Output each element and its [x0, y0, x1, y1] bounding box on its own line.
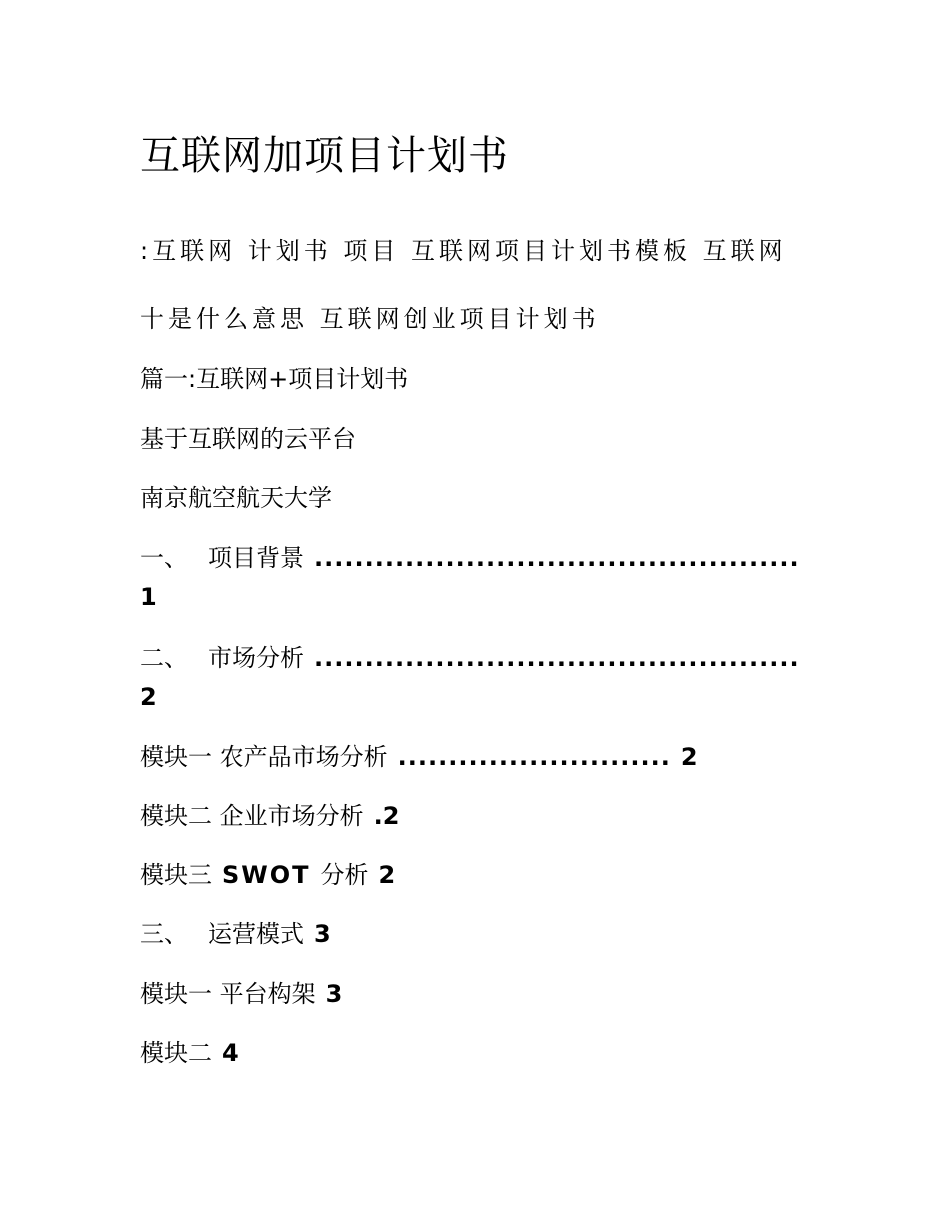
toc-entry-label: 市场分析 — [208, 644, 304, 672]
toc-entry-number: 三、 — [140, 920, 188, 948]
toc-entry-label: 模块二 — [140, 1039, 212, 1067]
toc-entry-page: 2 — [140, 683, 157, 711]
toc-entry-page: 3 — [325, 980, 343, 1008]
toc-leader-dots: ................................................ — [314, 644, 800, 672]
toc-entry-label: 模块二 企业市场分析 — [140, 802, 364, 830]
toc-entry — [140, 919, 331, 949]
toc-entry-label: 模块一 农产品市场分析 — [140, 743, 388, 771]
toc-leader-dots: ........................... — [397, 743, 671, 771]
keywords-line-2: 十是什么意思 互联网创业项目计划书 — [140, 305, 600, 333]
document-title: 互联网加项目计划书 — [140, 133, 509, 179]
toc-entry-page: 1 — [140, 583, 157, 611]
toc-entry-page: 4 — [222, 1039, 239, 1067]
toc-leader-dots: ................................................ — [314, 544, 800, 572]
toc-entry — [140, 742, 698, 772]
toc-entry — [140, 643, 800, 673]
keywords-line-1: :互联网 计划书 项目 互联网项目计划书模板 互联网 — [140, 237, 787, 265]
toc-entry-page: 3 — [314, 920, 331, 948]
document-subtitle: 基于互联网的云平台 — [140, 425, 356, 453]
toc-entry — [140, 1038, 239, 1068]
toc-entry-page: 2 — [378, 861, 396, 889]
toc-entry-label: 模块一 平台构架 — [140, 980, 316, 1008]
university-name: 南京航空航天大学 — [140, 484, 332, 512]
toc-entry-label-prefix: 模块三 — [140, 861, 212, 889]
toc-entry-number: 一、 — [140, 544, 188, 572]
toc-entry-label: 项目背景 — [208, 544, 304, 572]
toc-entry — [140, 860, 395, 890]
toc-entry-label: 运营模式 — [208, 920, 304, 948]
toc-entry — [140, 801, 399, 831]
toc-entry-page: 2 — [680, 743, 698, 771]
toc-entry-number: 二、 — [140, 644, 188, 672]
toc-entry — [140, 543, 800, 573]
toc-entry-page: .2 — [373, 802, 400, 830]
toc-entry — [140, 979, 342, 1009]
section-heading: 篇一:互联网+项目计划书 — [140, 365, 409, 393]
toc-entry-label-bold: SWOT — [222, 861, 311, 889]
toc-entry-label-suffix: 分析 — [320, 861, 369, 889]
